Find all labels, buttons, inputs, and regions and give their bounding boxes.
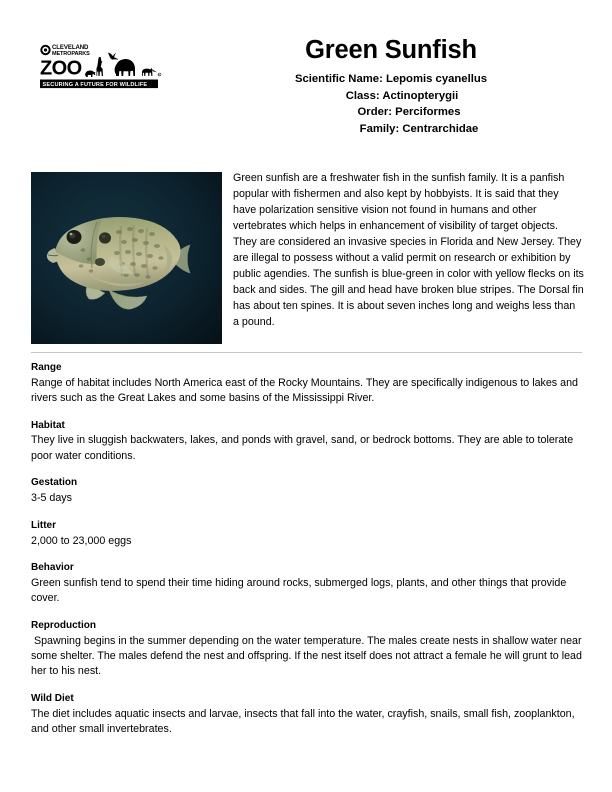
section-heading: Reproduction <box>31 619 96 631</box>
document-header <box>0 0 612 136</box>
taxonomy-scientific-name: Scientific Name: Lepomis cyanellus <box>294 73 488 86</box>
section-body: Range of habitat includes North America east of the Rocky Mountains. They are specifically indigenous to lakes and rivers such as the Great Lakes and some basins of the Mississippi River. <box>31 376 581 404</box>
section-body: They live in sluggish backwaters, lakes, and ponds with gravel, sand, or bedrock bottoms. They are able to tolerate poor water conditions. <box>31 434 577 462</box>
svg-text:ZOO: ZOO <box>40 57 82 80</box>
section-body: Spawning begins in the summer depending on the water temperature. The males create nests in shallow water near some shelter. The males defend the nest and offspring. If the nest itself does not attract a female he will grunt to lead her to his nest. <box>31 634 585 678</box>
detail-sections <box>31 361 584 750</box>
section-wild-diet <box>31 692 584 737</box>
section-body: Green sunfish tend to spend their time hiding around rocks, submerged logs, plants, and other things that provide cover. <box>31 576 570 605</box>
section-divider <box>31 352 582 353</box>
section-body: 2,000 to 23,000 eggs <box>31 534 132 547</box>
zoo-logo-graphic <box>38 43 180 93</box>
section-body: The diet includes aquatic insects and larvae, insects that fall into the water, crayfish, snails, small fish, zooplankton, and other small invertebrates. <box>31 707 578 735</box>
page-title: Green Sunfish <box>305 36 477 64</box>
section-heading: Gestation <box>31 477 78 489</box>
section-behavior <box>31 561 584 606</box>
cleveland-metroparks-zoo-logo <box>38 43 180 93</box>
section-range <box>31 361 584 406</box>
section-heading: Wild Diet <box>31 692 74 704</box>
mouth-line <box>48 255 58 256</box>
section-litter <box>31 519 584 549</box>
section-heading: Habitat <box>31 419 65 431</box>
section-heading: Litter <box>31 519 56 531</box>
svg-text:SECURING A FUTURE FOR WILDLIFE: SECURING A FUTURE FOR WILDLIFE <box>42 82 148 88</box>
svg-text:METROPARKS: METROPARKS <box>52 50 90 57</box>
section-gestation <box>31 476 584 506</box>
section-body: 3-5 days <box>31 492 72 505</box>
section-reproduction <box>31 619 584 679</box>
species-description: Green sunfish are a freshwater fish in the sunfish family. It is a panfish popular with fishermen and also kept by hobbyists. It is said that they have polarization sensitive vision not found in humans and other vertebrates which helps in enhancement of visibility of target objects. They are considered an invasive species in Florida and New Jersey. They are illegal to possess without a valid permit on research or exhibition by public agendies. The sunfish is blue-green in color with yellow flecks on its back and sides. The gill and head have broken blue stripes. The Dorsal fin has about ten spines. It is about seven inches long and weighs less than a pound. <box>233 172 584 328</box>
title-block <box>196 36 586 138</box>
svg-text:R: R <box>158 74 160 77</box>
svg-text:CLEVELAND: CLEVELAND <box>52 44 89 52</box>
taxonomy-class: Class: Actinopterygii <box>345 89 459 102</box>
taxonomy-order: Order: Perciformes <box>357 106 461 119</box>
sunfish-illustration <box>31 172 222 344</box>
section-heading: Behavior <box>31 562 74 574</box>
taxonomy-family: Family: Centrarchidae <box>359 123 479 136</box>
green-sunfish-photo <box>31 172 222 344</box>
section-habitat <box>31 419 584 464</box>
opercular-spot <box>95 258 105 266</box>
section-heading: Range <box>31 362 62 373</box>
